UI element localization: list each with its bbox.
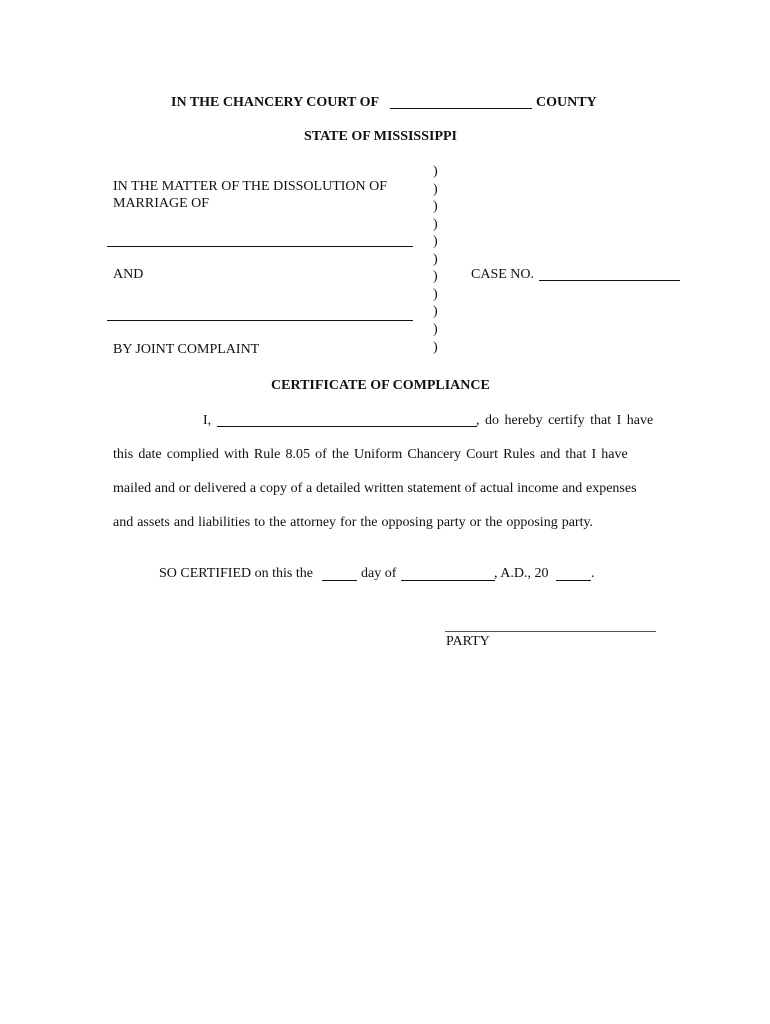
signature-line[interactable] xyxy=(445,631,656,632)
certify-i-label: I, xyxy=(203,413,212,428)
certificate-line-3: mailed and or delivered a copy of a detailed written statement of actual income and expenses xyxy=(113,481,637,496)
caption-paren: ) xyxy=(433,340,438,355)
caption-paren: ) xyxy=(433,304,438,319)
day-of-label: day of xyxy=(361,566,397,581)
party-one-name-line[interactable] xyxy=(107,246,413,247)
ad-year-label: , A.D., 20 xyxy=(494,566,549,581)
caption-paren: ) xyxy=(433,182,438,197)
joint-complaint-label: BY JOINT COMPLAINT xyxy=(113,342,260,357)
certifier-name-line[interactable] xyxy=(217,426,477,427)
caption-paren: ) xyxy=(433,322,438,337)
caption-paren: ) xyxy=(433,269,438,284)
party-two-name-line[interactable] xyxy=(107,320,413,321)
certificate-line-4: and assets and liabilities to the attorney for the opposing party or the opposing party. xyxy=(113,515,594,530)
case-no-label: CASE NO. xyxy=(471,267,535,282)
caption-paren: ) xyxy=(433,217,438,232)
certify-text: , do hereby certify that I have xyxy=(476,413,654,428)
matter-line-1: IN THE MATTER OF THE DISSOLUTION OF xyxy=(113,179,388,194)
caption-paren: ) xyxy=(433,287,438,302)
caption-paren: ) xyxy=(433,164,438,179)
and-label: AND xyxy=(113,267,144,282)
caption-paren: ) xyxy=(433,234,438,249)
day-blank-line[interactable] xyxy=(322,580,357,581)
court-heading-prefix: IN THE CHANCERY COURT OF xyxy=(171,95,380,110)
case-no-blank-line[interactable] xyxy=(539,280,680,281)
county-blank-line[interactable] xyxy=(390,108,532,109)
state-heading: STATE OF MISSISSIPPI xyxy=(304,129,458,144)
certified-period: . xyxy=(591,566,595,581)
year-blank-line[interactable] xyxy=(556,580,591,581)
so-certified-label: SO CERTIFIED on this the xyxy=(159,566,313,581)
party-label: PARTY xyxy=(446,634,490,649)
matter-line-2: MARRIAGE OF xyxy=(113,196,210,211)
month-blank-line[interactable] xyxy=(401,580,495,581)
caption-paren: ) xyxy=(433,252,438,267)
court-heading-suffix: COUNTY xyxy=(536,95,597,110)
certificate-line-2: this date complied with Rule 8.05 of the Uniform Chancery Court Rules and that I have xyxy=(113,447,628,462)
certificate-title: CERTIFICATE OF COMPLIANCE xyxy=(271,378,490,393)
caption-paren: ) xyxy=(433,199,438,214)
